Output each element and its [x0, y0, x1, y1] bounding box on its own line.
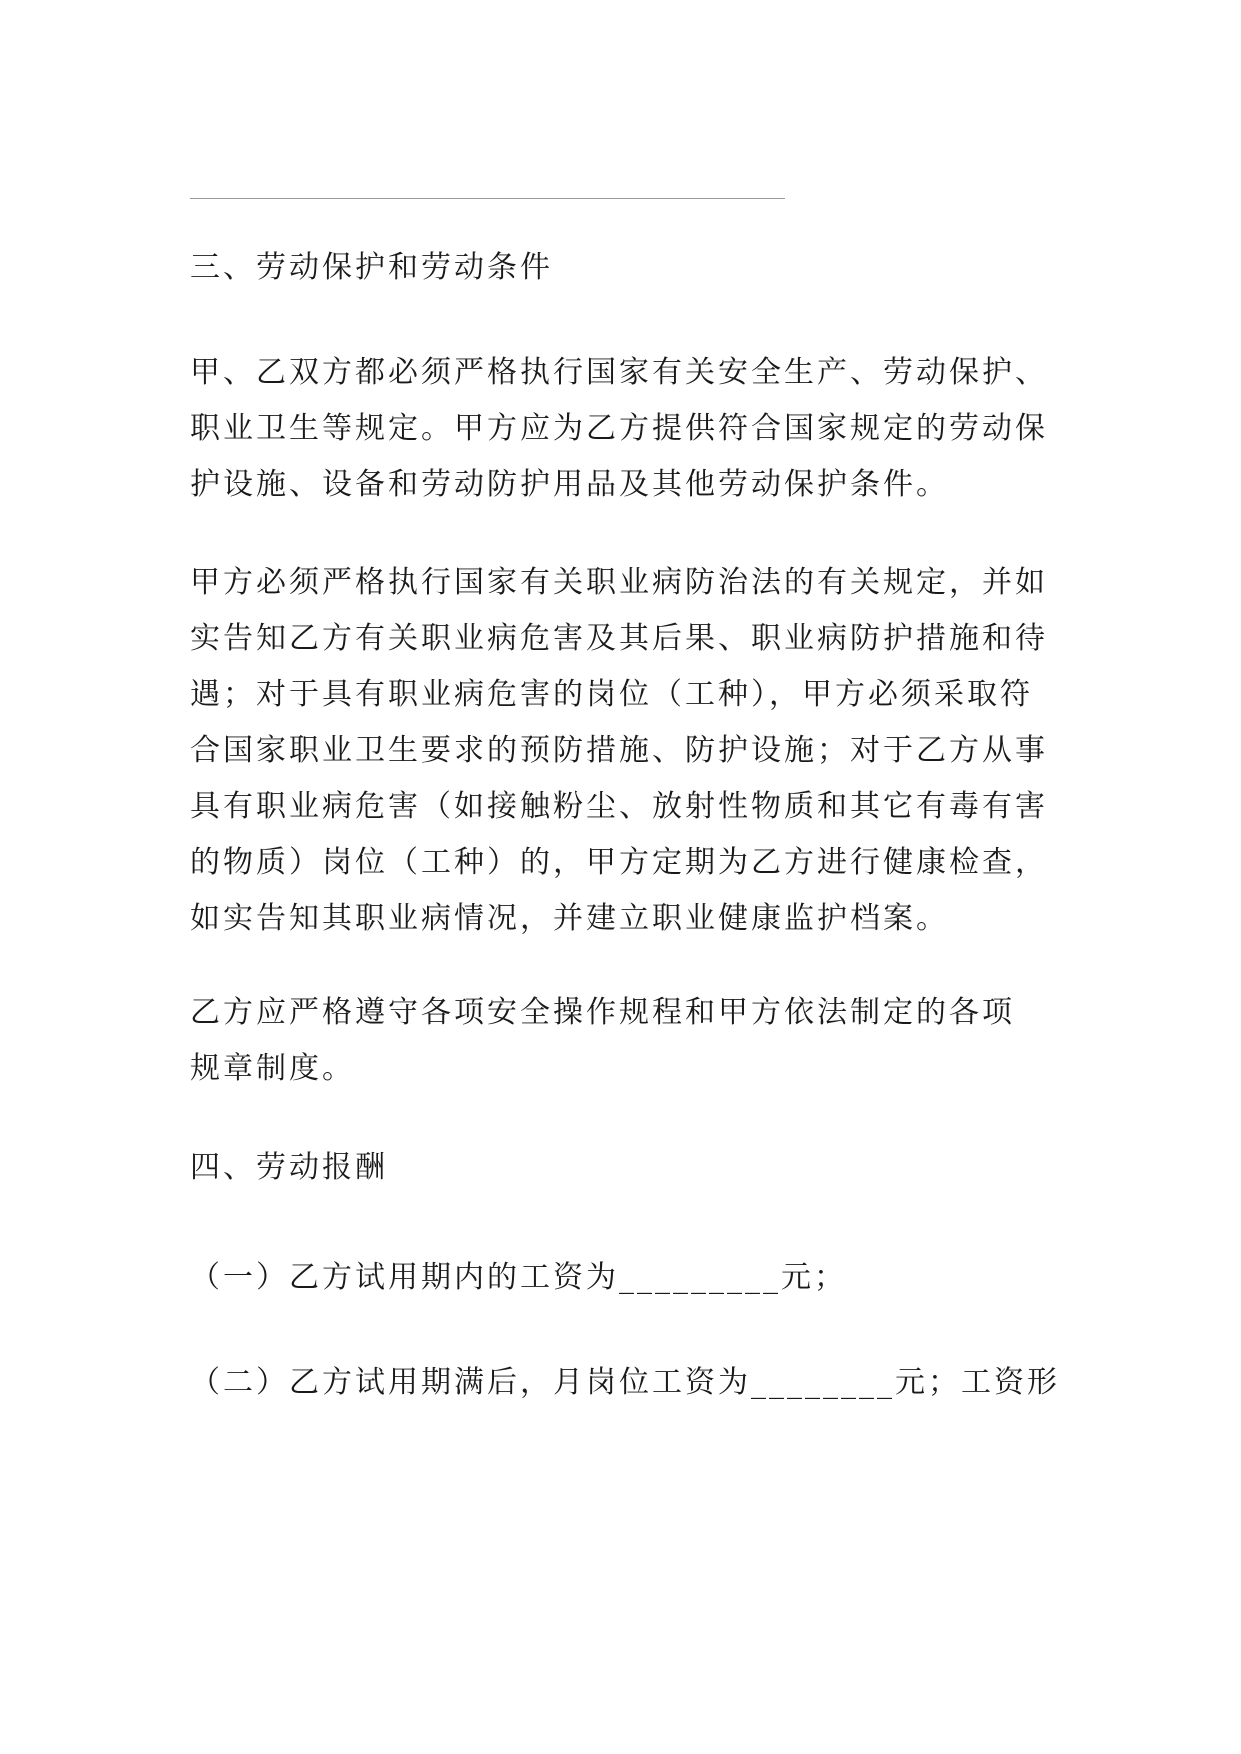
paragraph-line: 具有职业病危害（如接触粉尘、放射性物质和其它有毒有害 [190, 789, 1048, 824]
paragraph-line: 合国家职业卫生要求的预防措施、防护设施；对于乙方从事 [190, 733, 1048, 768]
paragraph-line: 甲方必须严格执行国家有关职业病防治法的有关规定，并如 [190, 565, 1048, 600]
item-text: （一）乙方试用期内的工资为_________元； [190, 1260, 847, 1295]
item-post-probation-wage [190, 1355, 1060, 1411]
paragraph-line: 职业卫生等规定。甲方应为乙方提供符合国家规定的劳动保 [190, 411, 1048, 446]
paragraph-line: 规章制度。 [190, 1051, 355, 1086]
paragraph-line: 如实告知其职业病情况，并建立职业健康监护档案。 [190, 901, 949, 936]
section-4-heading [190, 1140, 1060, 1196]
paragraph-labor-protection [190, 345, 1060, 513]
paragraph-line: 护设施、设备和劳动防护用品及其他劳动保护条件。 [190, 467, 949, 502]
paragraph-occupational-disease [190, 555, 1060, 947]
section-3-heading [190, 240, 1060, 296]
heading-text: 四、劳动报酬 [190, 1150, 388, 1185]
paragraph-line: 遇；对于具有职业病危害的岗位（工种），甲方必须采取符 [190, 677, 1033, 712]
top-rule [190, 198, 785, 199]
item-probation-wage [190, 1250, 1060, 1306]
paragraph-line: 甲、乙双方都必须严格执行国家有关安全生产、劳动保护、 [190, 355, 1048, 390]
paragraph-line: 乙方应严格遵守各项安全操作规程和甲方依法制定的各项 [190, 995, 1015, 1030]
paragraph-line: 的物质）岗位（工种）的，甲方定期为乙方进行健康检查， [190, 845, 1048, 880]
paragraph-line: 实告知乙方有关职业病危害及其后果、职业病防护措施和待 [190, 621, 1048, 656]
item-text: （二）乙方试用期满后，月岗位工资为________元；工资形 [190, 1365, 1060, 1400]
heading-text: 三、劳动保护和劳动条件 [190, 250, 553, 285]
paragraph-safety-rules [190, 985, 1060, 1097]
